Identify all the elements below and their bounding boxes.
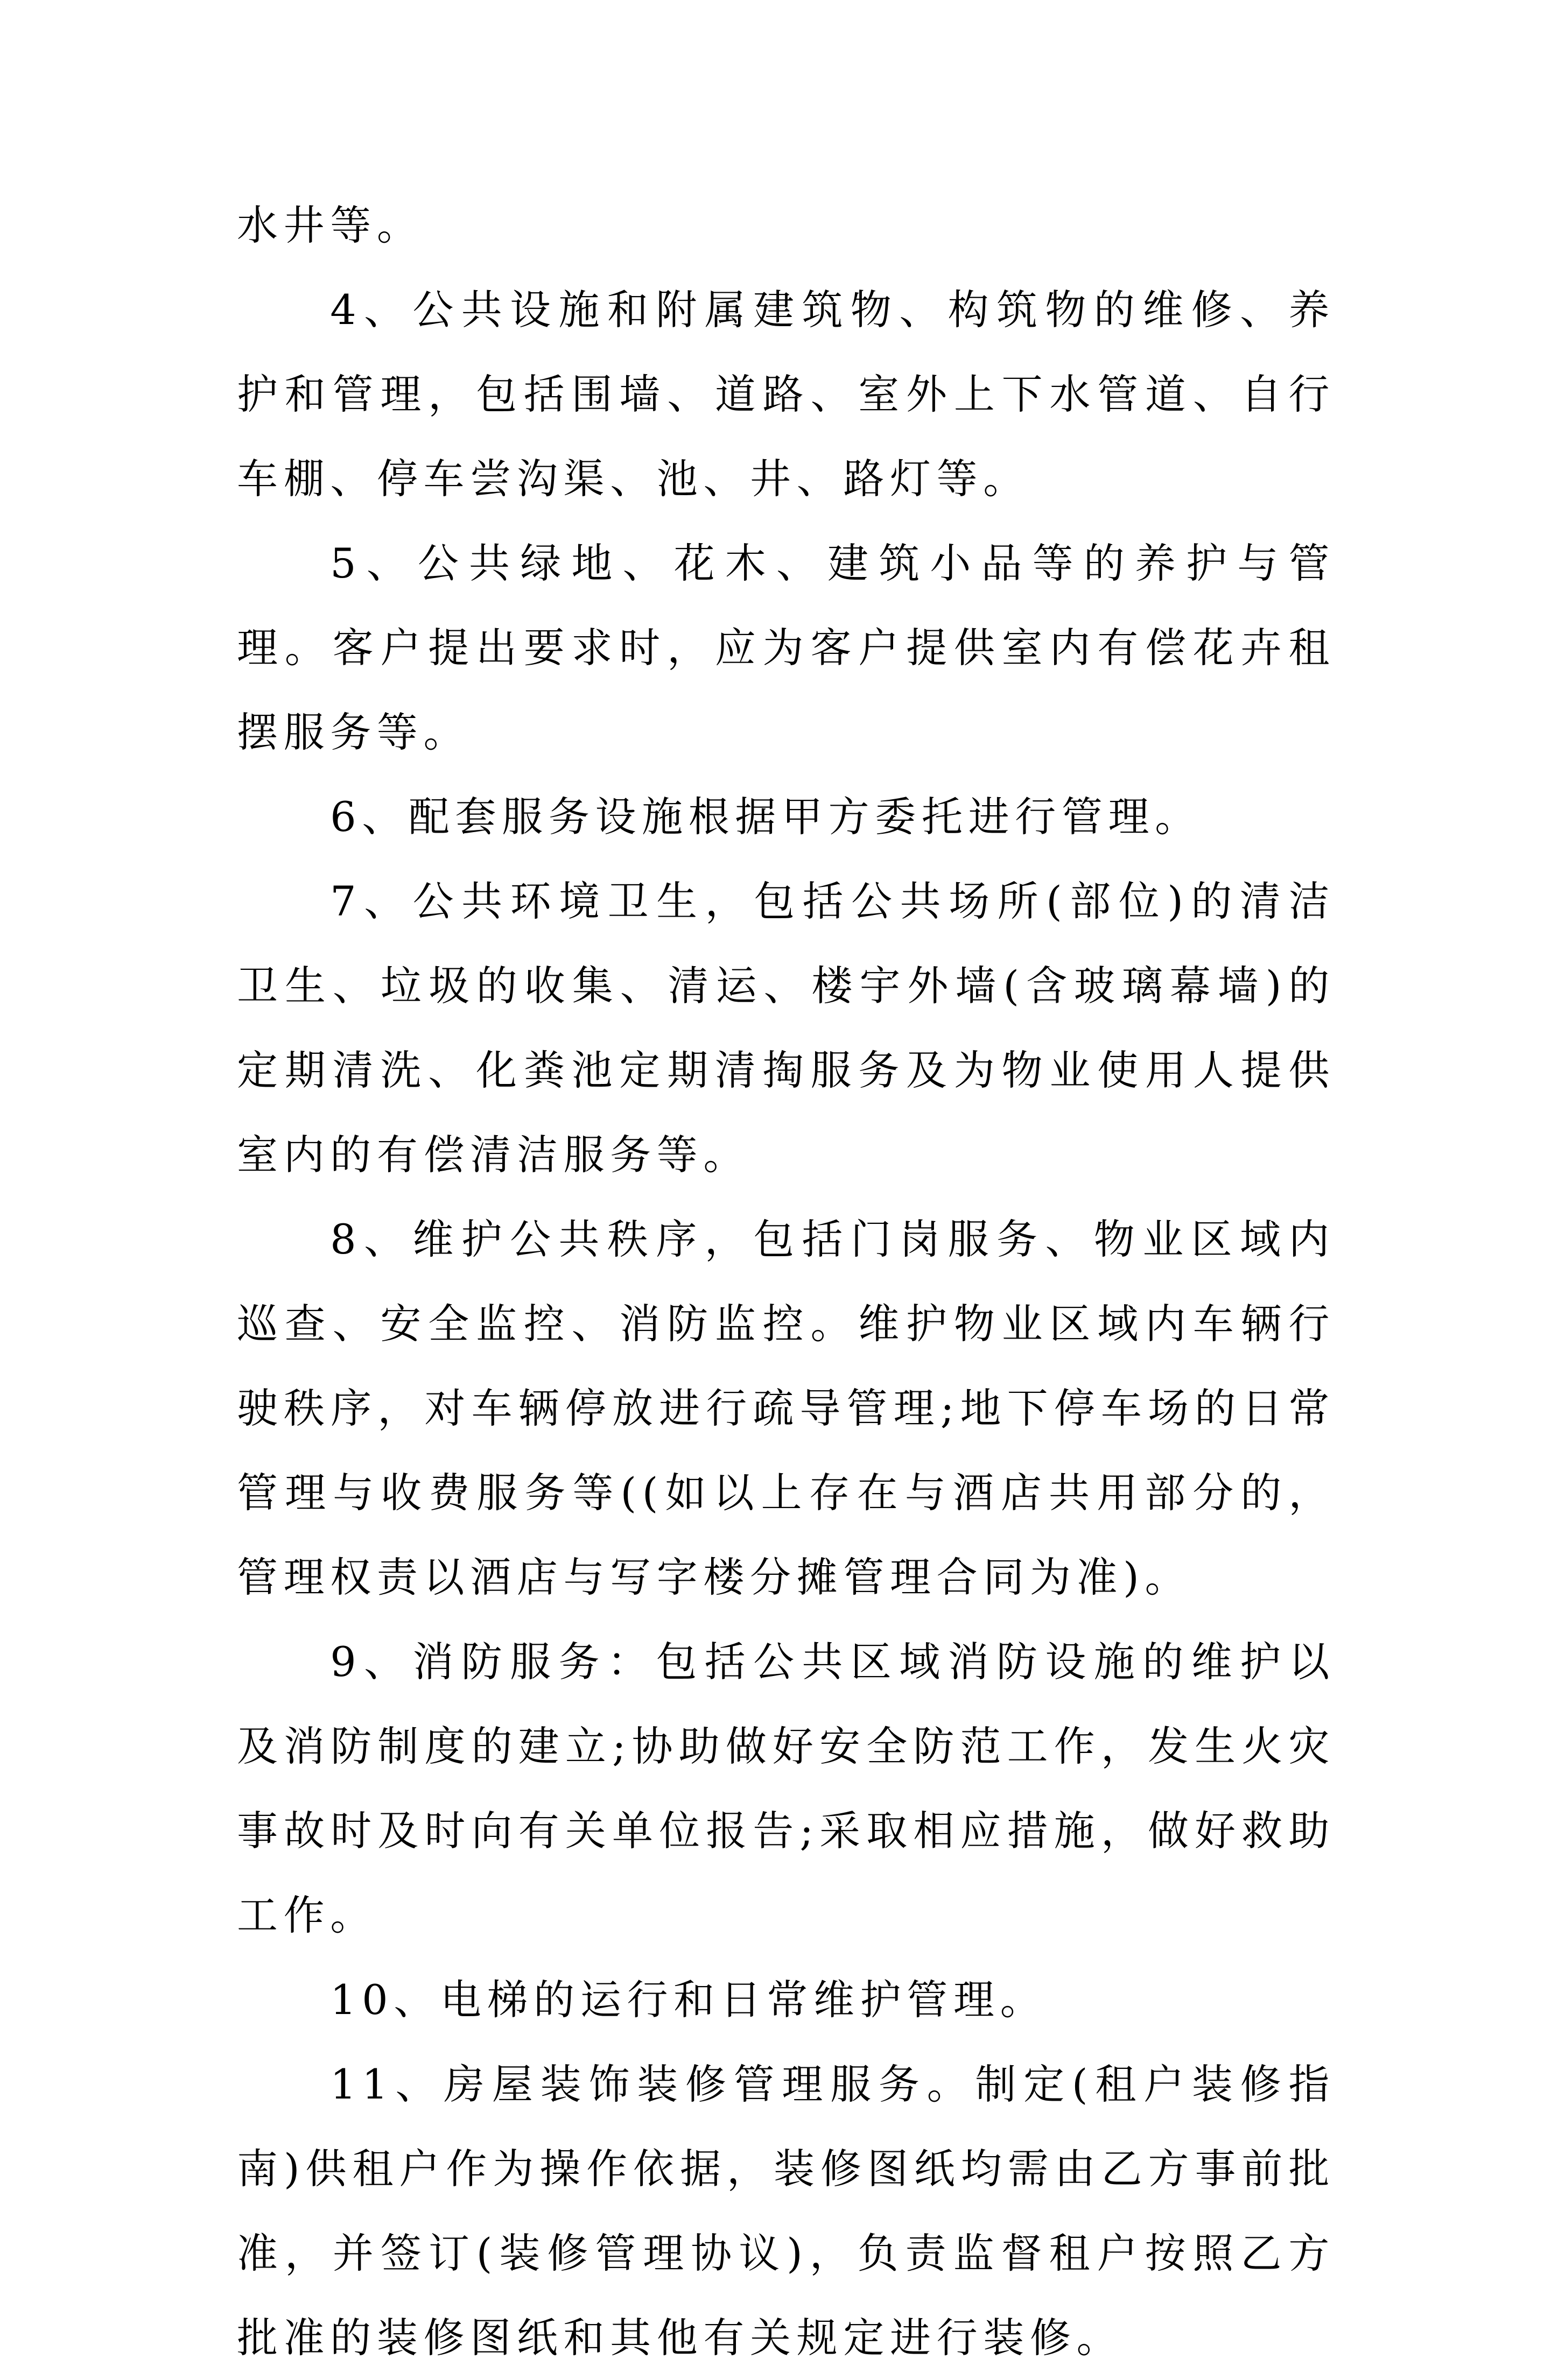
paragraph-item-11: 11、房屋装饰装修管理服务。制定(租户装修指南)供租户作为操作依据，装修图纸均需由乙方事前批准，并签订(装修管理协议)，负责监督租户按照乙方批准的装修图纸和其他有关规定进行装修。 (237, 2060, 1335, 2362)
paragraph-item-9: 9、消防服务：包括公共区域消防设施的维护以及消防制度的建立;协助做好安全防范工作，发生火灾事故时及时向有关单位报告;采取相应措施，做好救助工作。 (237, 1638, 1335, 1939)
paragraph-item-10: 10、电梯的运行和日常维护管理。 (330, 1976, 1047, 2024)
paragraph-item-4: 4、公共设施和附属建筑物、构筑物的维修、养护和管理，包括围墙、道路、室外上下水管道、自行车棚、停车尝沟渠、池、井、路灯等。 (237, 286, 1335, 503)
paragraph-item-5: 5、公共绿地、花木、建筑小品等的养护与管理。客户提出要求时，应为客户提供室内有偿花卉租摆服务等。 (237, 539, 1335, 756)
paragraph-item-6: 6、配套服务设施根据甲方委托进行管理。 (330, 793, 1202, 841)
paragraph-item-7: 7、公共环境卫生，包括公共场所(部位)的清洁卫生、垃圾的收集、清运、楼宇外墙(含玻璃幕墙)的定期清洗、化粪池定期清掏服务及为物业使用人提供室内的有偿清洁服务等。 (237, 877, 1335, 1179)
paragraph-continuation: 水井等。 (237, 201, 424, 249)
document-body (237, 183, 1335, 2380)
paragraph-item-8: 8、维护公共秩序，包括门岗服务、物业区域内巡查、安全监控、消防监控。维护物业区域内车辆行驶秩序，对车辆停放进行疏导管理;地下停车场的日常管理与收费服务等((如以上存在与酒店共用部分的，管理权责以酒店与写字楼分摊管理合同为准)。 (237, 1215, 1335, 1601)
